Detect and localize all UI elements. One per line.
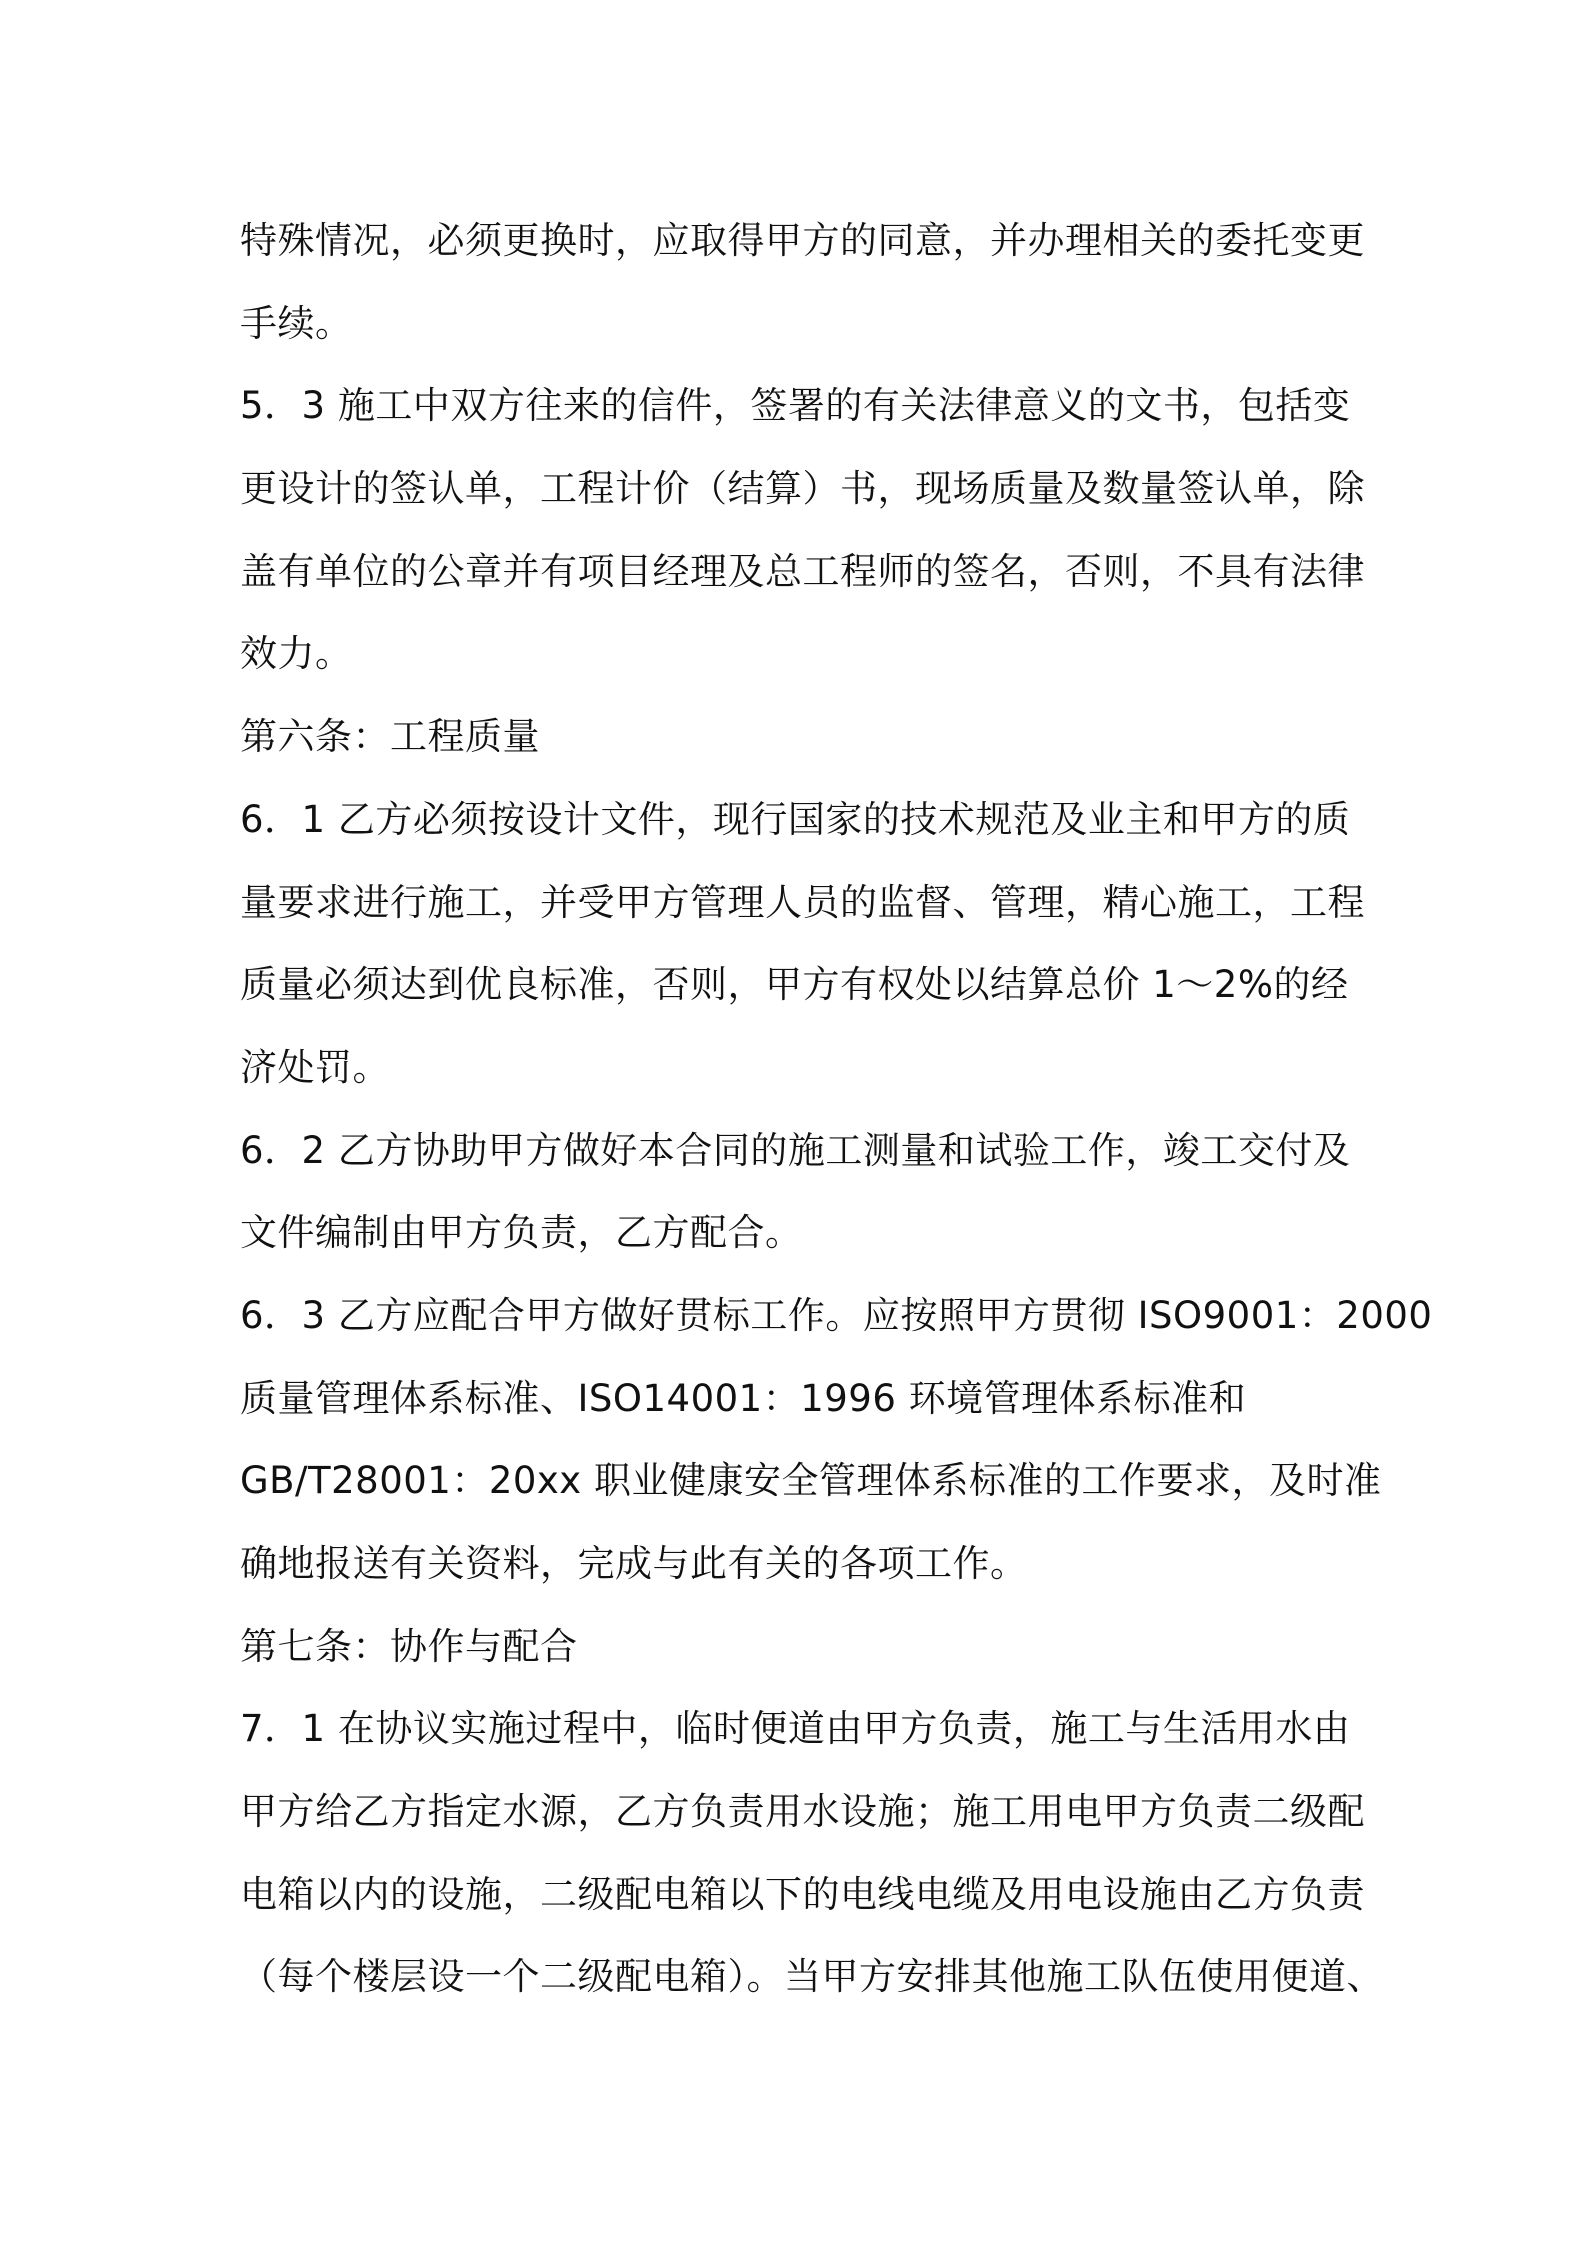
text-line: 6．1 乙方必须按设计文件，现行国家的技术规范及业主和甲方的质	[240, 797, 1351, 841]
text-line: （每个楼层设一个二级配电箱）。当甲方安排其他施工队伍使用便道、	[240, 1955, 1384, 1999]
text-line: 质量管理体系标准、ISO14001：1996 环境管理体系标准和	[240, 1376, 1247, 1420]
text-line: 量要求进行施工，并受甲方管理人员的监督、管理，精心施工，工程	[240, 880, 1365, 924]
text-line: 盖有单位的公章并有项目经理及总工程师的签名，否则，不具有法律	[240, 549, 1365, 593]
text-line: 电箱以内的设施，二级配电箱以下的电线电缆及用电设施由乙方负责	[240, 1872, 1365, 1916]
text-line: 6．3 乙方应配合甲方做好贯标工作。应按照甲方贯彻 ISO9001：2000	[240, 1293, 1433, 1337]
section-heading: 第六条：工程质量	[240, 715, 540, 759]
text-line: 特殊情况，必须更换时，应取得甲方的同意，并办理相关的委托变更	[240, 219, 1365, 262]
document-body	[240, 200, 1433, 2019]
text-line: 7．1 在协议实施过程中，临时便道由甲方负责，施工与生活用水由	[240, 1707, 1351, 1751]
text-line: 5．3 施工中双方往来的信件，签署的有关法律意义的文书，包括变	[240, 384, 1351, 428]
text-line: 更设计的签认单，工程计价（结算）书，现场质量及数量签认单，除	[240, 467, 1365, 511]
text-line: 济处罚。	[240, 1045, 390, 1089]
text-line: 质量必须达到优良标准，否则，甲方有权处以结算总价 1～2%的经	[240, 963, 1349, 1007]
text-line: 甲方给乙方指定水源，乙方负责用水设施；施工用电甲方负责二级配	[240, 1790, 1365, 1834]
text-line: 手续。	[240, 301, 353, 345]
text-line: GB/T28001：20xx 职业健康安全管理体系标准的工作要求，及时准	[240, 1459, 1382, 1503]
text-line: 确地报送有关资料，完成与此有关的各项工作。	[240, 1542, 1028, 1585]
section-heading: 第七条：协作与配合	[240, 1624, 578, 1668]
text-line: 6．2 乙方协助甲方做好本合同的施工测量和试验工作，竣工交付及	[240, 1128, 1351, 1172]
text-line: 文件编制由甲方负责，乙方配合。	[240, 1211, 803, 1255]
text-line: 效力。	[240, 632, 353, 676]
